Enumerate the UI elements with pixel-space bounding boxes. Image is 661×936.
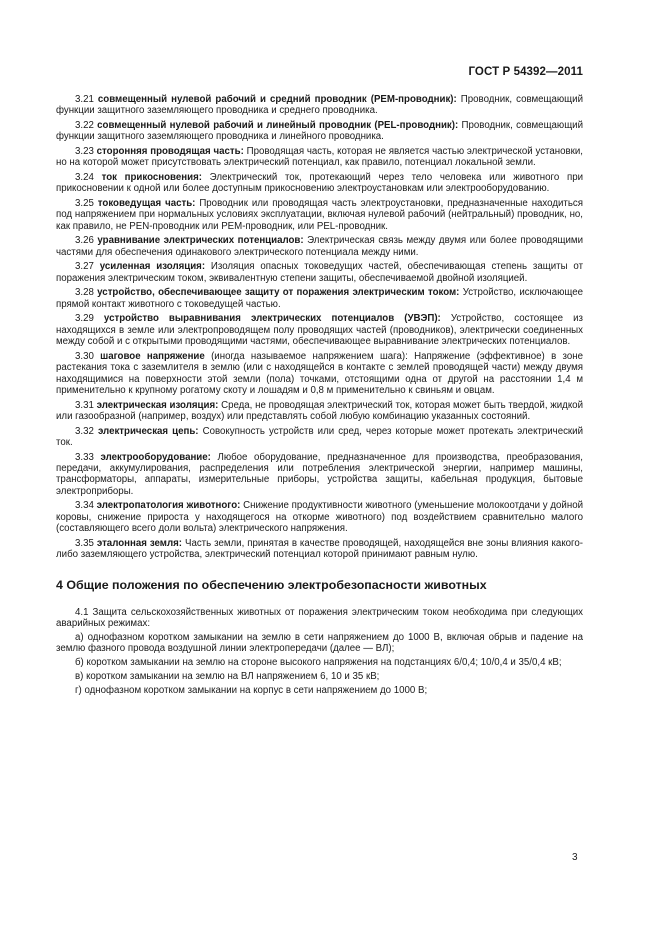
terms-list	[56, 94, 583, 561]
term-definition	[56, 287, 583, 310]
page-number: 3	[572, 852, 578, 863]
term-number: 3.27	[75, 261, 94, 273]
term-text: Проводник, совмещающий функции защитного заземляющего проводника и линейного проводника.	[56, 120, 583, 143]
term-definition	[56, 146, 583, 169]
term-name: электрическая цепь:	[97, 425, 199, 437]
term-name: эталонная земля:	[96, 537, 183, 549]
term-definition	[56, 94, 583, 117]
section-heading: 4 Общие положения по обеспечению электробезопасности животных	[56, 577, 487, 592]
term-definition	[56, 452, 583, 498]
term-name: электрическая изоляция:	[96, 399, 219, 411]
term-name: устройство, обеспечивающее защиту от поражения электрическим током:	[97, 287, 460, 299]
term-definition	[56, 426, 583, 449]
term-number: 3.35	[75, 537, 94, 549]
term-number: 3.26	[75, 235, 94, 247]
term-name: усиленная изоляция:	[99, 261, 206, 273]
term-definition	[56, 235, 583, 258]
term-number: 3.29	[75, 313, 94, 325]
term-number: 3.28	[75, 287, 94, 299]
term-number: 3.33	[75, 451, 94, 463]
term-text: Проводник или проводящая часть электроустановки, предназначенные находиться под напряжением при нормальных условиях эксплуатации, включая нулевой рабочий (нейтральный) проводник, но, как правило, не PEN-проводник или РЕМ-проводник, или PEL-проводник.	[56, 198, 583, 232]
term-text: (иногда называемое напряжением шага): Напряжение (эффективное) в зоне растекания тока с заземлителя в землю (или с находящейся в контакте с землей проводящей части) между двумя находящимися на поверхности этой земли (пола) точками, отстоящими одна от другой на расстоянии 1,4 м применительно к крупному рогатому скоту и лошадям и 0,8 м применительно к свиньям и овцам.	[56, 350, 583, 397]
term-number: 3.24	[75, 172, 94, 183]
term-text: Электрическая связь между двумя или более проводящими частями для обеспечения одинакового электрического потенциала между ними.	[56, 235, 583, 258]
term-text: Проводник, совмещающий функции защитного заземляющего проводника и среднего проводника.	[56, 94, 583, 117]
term-text: Изоляция опасных токоведущих частей, обеспечивающая степень защиты от поражения электрическим током, эквивалентную степени защиты, обеспечиваемой двойной изоляцией.	[56, 261, 584, 284]
term-text: Проводящая часть, которая не является частью электрической установки, но на которой может присутствовать электрический потенциал, как правило, потенциал локальной земли.	[56, 146, 583, 169]
term-text: Устройство, исключающее прямой контакт животного с токоведущей частью.	[56, 287, 583, 310]
term-name: уравнивание электрических потенциалов:	[97, 235, 304, 247]
term-number: 3.30	[75, 350, 94, 362]
term-number: 3.23	[75, 146, 94, 157]
term-number: 3.22	[75, 120, 94, 131]
term-text: Электрический ток, протекающий через тело человека или животного при прикосновении к одной или более доступным прикосновению электроустановкам или электрооборудованию.	[56, 172, 583, 195]
term-name: электрооборудование:	[100, 451, 211, 463]
term-definition	[56, 261, 583, 284]
list-item: в) коротком замыкании на землю на ВЛ напряжением 6, 10 и 35 кВ;	[75, 671, 380, 683]
term-name: шаговое напряжение	[100, 350, 205, 362]
term-name: совмещенный нулевой рабочий и линейный проводник (PEL-проводник):	[97, 120, 459, 131]
document-header: ГОСТ Р 54392—2011	[468, 66, 583, 78]
term-definition	[56, 538, 583, 561]
section-intro: 4.1 Защита сельскохозяйственных животных от поражения электрическим током необходима при следующих аварийных режимах:	[56, 606, 583, 630]
list-item: а) однофазном коротком замыкании на землю в сети напряжением до 1000 В, включая обрыв и падение на землю фазного провода воздушной линии электропередачи (далее — ВЛ);	[56, 632, 583, 655]
term-name: электропатология животного:	[96, 500, 241, 512]
term-text: Снижение продуктивности животного (уменьшение молокоотдачи у дойной коровы, снижение прироста у находящегося на откорме животного) под воздействием сравнительно малого (составляющего всего доли вольта) электрического напряжения.	[56, 500, 583, 535]
term-definition	[56, 400, 583, 423]
term-definition	[56, 198, 583, 232]
term-number: 3.34	[75, 500, 94, 512]
term-text: Любое оборудование, предназначенное для производства, преобразования, передачи, аккумулирования, распределения или потребления электрической энергии, например машины, трансформаторы, аппараты, измерительные приборы, устройства защиты, кабельная продукция, бытовые электроприборы.	[56, 451, 583, 497]
term-number: 3.31	[75, 399, 94, 411]
term-name: токоведущая часть:	[97, 198, 196, 209]
term-definition	[56, 351, 583, 397]
term-name: сторонняя проводящая часть:	[96, 146, 244, 157]
term-number: 3.25	[75, 198, 94, 209]
list-item: г) однофазном коротком замыкании на корпус в сети напряжением до 1000 В;	[75, 685, 428, 697]
term-definition	[56, 120, 583, 143]
term-number: 3.32	[75, 425, 94, 437]
term-name: ток прикосновения:	[101, 172, 202, 183]
term-definition	[56, 313, 583, 347]
document-body	[56, 94, 583, 699]
term-text: Среда, не проводящая электрический ток, которая может быть твердой, жидкой или газообразной (например, воздух) или представлять собой любую комбинацию указанных состояний.	[56, 399, 583, 423]
list-item: б) коротком замыкании на землю на стороне высокого напряжения на подстанциях 6/0,4; 10/0,4 и 35/0,4 кВ;	[75, 657, 562, 669]
term-definition	[56, 500, 583, 534]
term-number: 3.21	[75, 94, 94, 105]
term-text: Часть земли, принятая в качестве проводящей, находящейся вне зоны влияния какого-либо заземляющего устройства, электрический потенциал которой принимают равным нулю.	[56, 537, 583, 561]
term-text: Совокупность устройств или сред, через которые может протекать электрический ток.	[56, 425, 583, 449]
term-text: Устройство, состоящее из находящихся в земле или электропроводящем полу проводящих частей (проводников), электрически соединенных между собой и с открытыми проводящими частями, обеспечивающее выравнивание электрических потенциалов.	[56, 313, 583, 348]
term-definition	[56, 172, 583, 195]
term-name: устройство выравнивания электрических потенциалов (УВЭП):	[103, 313, 441, 325]
term-name: совмещенный нулевой рабочий и средний проводник (РЕМ-проводник):	[97, 94, 457, 105]
